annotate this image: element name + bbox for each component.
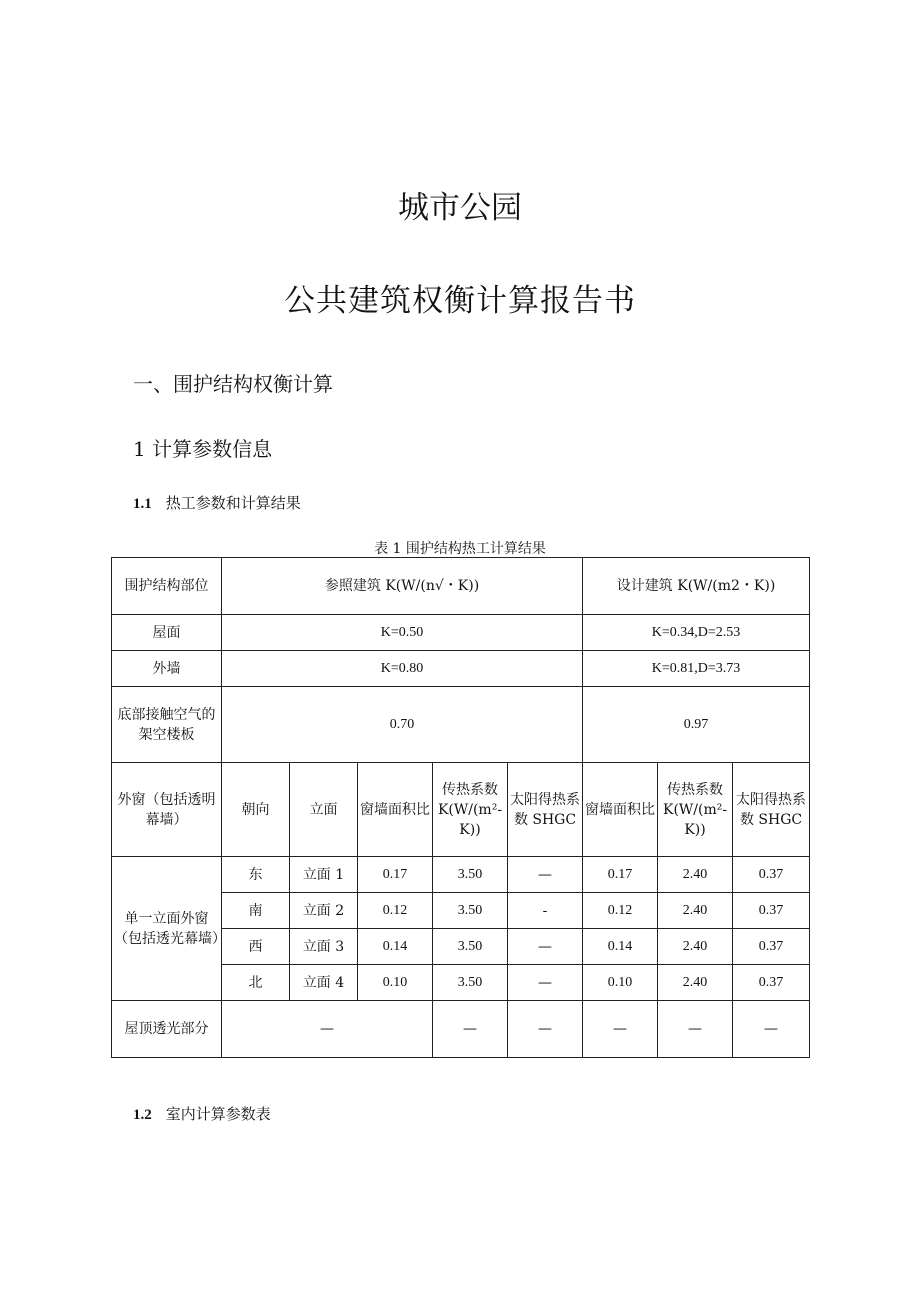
skylight-k-design: — [658, 1001, 733, 1058]
table-row-skylight [112, 1001, 810, 1058]
facade-cell: 立面 2 [290, 893, 358, 929]
table-row-roof [112, 615, 810, 651]
ratio-ref-cell: 0.17 [358, 857, 433, 893]
shgc-design-cell: 0.37 [733, 929, 810, 965]
column-header-shgc-design: 太阳得热系数 SHGC [733, 763, 810, 857]
reference-value: K=0.80 [222, 651, 583, 687]
row-label: 底部接触空气的架空楼板 [112, 687, 222, 763]
header-cell-design: 设计建筑 K(W/(m2・K)) [583, 558, 810, 615]
orientation-cell: 东 [222, 857, 290, 893]
k-design-cell: 2.40 [658, 857, 733, 893]
orientation-cell: 北 [222, 965, 290, 1001]
table-row-wall [112, 651, 810, 687]
shgc-ref-cell: — [508, 965, 583, 1001]
k-ref-cell: 3.50 [433, 893, 508, 929]
reference-value: K=0.50 [222, 615, 583, 651]
header-cell-part: 围护结构部位 [112, 558, 222, 615]
facade-cell: 立面 1 [290, 857, 358, 893]
ratio-design-cell: 0.12 [583, 893, 658, 929]
ratio-design-cell: 0.14 [583, 929, 658, 965]
reference-value: 0.70 [222, 687, 583, 763]
column-header-ratio-design: 窗墙面积比 [583, 763, 658, 857]
design-value: 0.97 [583, 687, 810, 763]
facade-cell: 立面 3 [290, 929, 358, 965]
document-subtitle: 公共建筑权衡计算报告书 [284, 283, 636, 319]
heading-text: 室内计算参数表 [165, 1105, 271, 1123]
row-label-single-facade: 单一立面外窗（包括透光幕墙） [112, 857, 222, 1001]
shgc-ref-cell: — [508, 857, 583, 893]
k-ref-cell: 3.50 [433, 857, 508, 893]
shgc-ref-cell: — [508, 929, 583, 965]
shgc-ref-cell: - [508, 893, 583, 929]
table-row-window-header [112, 763, 810, 857]
design-value: K=0.34,D=2.53 [583, 615, 810, 651]
ratio-ref-cell: 0.12 [358, 893, 433, 929]
design-value: K=0.81,D=3.73 [583, 651, 810, 687]
column-header-ratio-ref: 窗墙面积比 [358, 763, 433, 857]
column-header-facade: 立面 [290, 763, 358, 857]
ratio-design-cell: 0.17 [583, 857, 658, 893]
column-header-k-ref: 传热系数 K(W/(m²-K)) [433, 763, 508, 857]
ratio-design-cell: 0.10 [583, 965, 658, 1001]
section-heading: 一、围护结构权衡计算 [133, 372, 333, 396]
shgc-design-cell: 0.37 [733, 965, 810, 1001]
document-title: 城市公园 [398, 190, 522, 226]
shgc-design-cell: 0.37 [733, 893, 810, 929]
heading-number: 1.2 [133, 1107, 152, 1123]
row-label: 屋顶透光部分 [112, 1001, 222, 1058]
shgc-design-cell: 0.37 [733, 857, 810, 893]
heading-number: 1.1 [133, 496, 152, 512]
skylight-ratio-design: — [583, 1001, 658, 1058]
k-ref-cell: 3.50 [433, 965, 508, 1001]
column-header-orientation: 朝向 [222, 763, 290, 857]
k-ref-cell: 3.50 [433, 929, 508, 965]
k-design-cell: 2.40 [658, 929, 733, 965]
column-header-shgc-ref: 太阳得热系数 SHGC [508, 763, 583, 857]
orientation-cell: 南 [222, 893, 290, 929]
heading-text: 热工参数和计算结果 [165, 494, 301, 512]
ratio-ref-cell: 0.14 [358, 929, 433, 965]
orientation-cell: 西 [222, 929, 290, 965]
sub-subsection-heading-1-1 [133, 492, 301, 513]
ratio-ref-cell: 0.10 [358, 965, 433, 1001]
table-row-floor [112, 687, 810, 763]
column-header-k-design: 传热系数 K(W/(m²-K)) [658, 763, 733, 857]
thermal-results-table [111, 557, 810, 1058]
header-cell-reference: 参照建筑 K(W/(n√・K)) [222, 558, 583, 615]
skylight-ratio-ref: — [222, 1001, 433, 1058]
subsection-heading: 1 计算参数信息 [133, 437, 273, 461]
facade-cell: 立面 4 [290, 965, 358, 1001]
table-caption: 表 1 围护结构热工计算结果 [374, 541, 546, 557]
table-header-row [112, 558, 810, 615]
k-design-cell: 2.40 [658, 893, 733, 929]
sub-subsection-heading-1-2 [133, 1103, 271, 1124]
row-label: 外窗（包括透明幕墙） [112, 763, 222, 857]
skylight-shgc-ref: — [508, 1001, 583, 1058]
table-row [112, 857, 810, 893]
row-label: 屋面 [112, 615, 222, 651]
skylight-shgc-design: — [733, 1001, 810, 1058]
k-design-cell: 2.40 [658, 965, 733, 1001]
skylight-k-ref: — [433, 1001, 508, 1058]
row-label: 外墙 [112, 651, 222, 687]
